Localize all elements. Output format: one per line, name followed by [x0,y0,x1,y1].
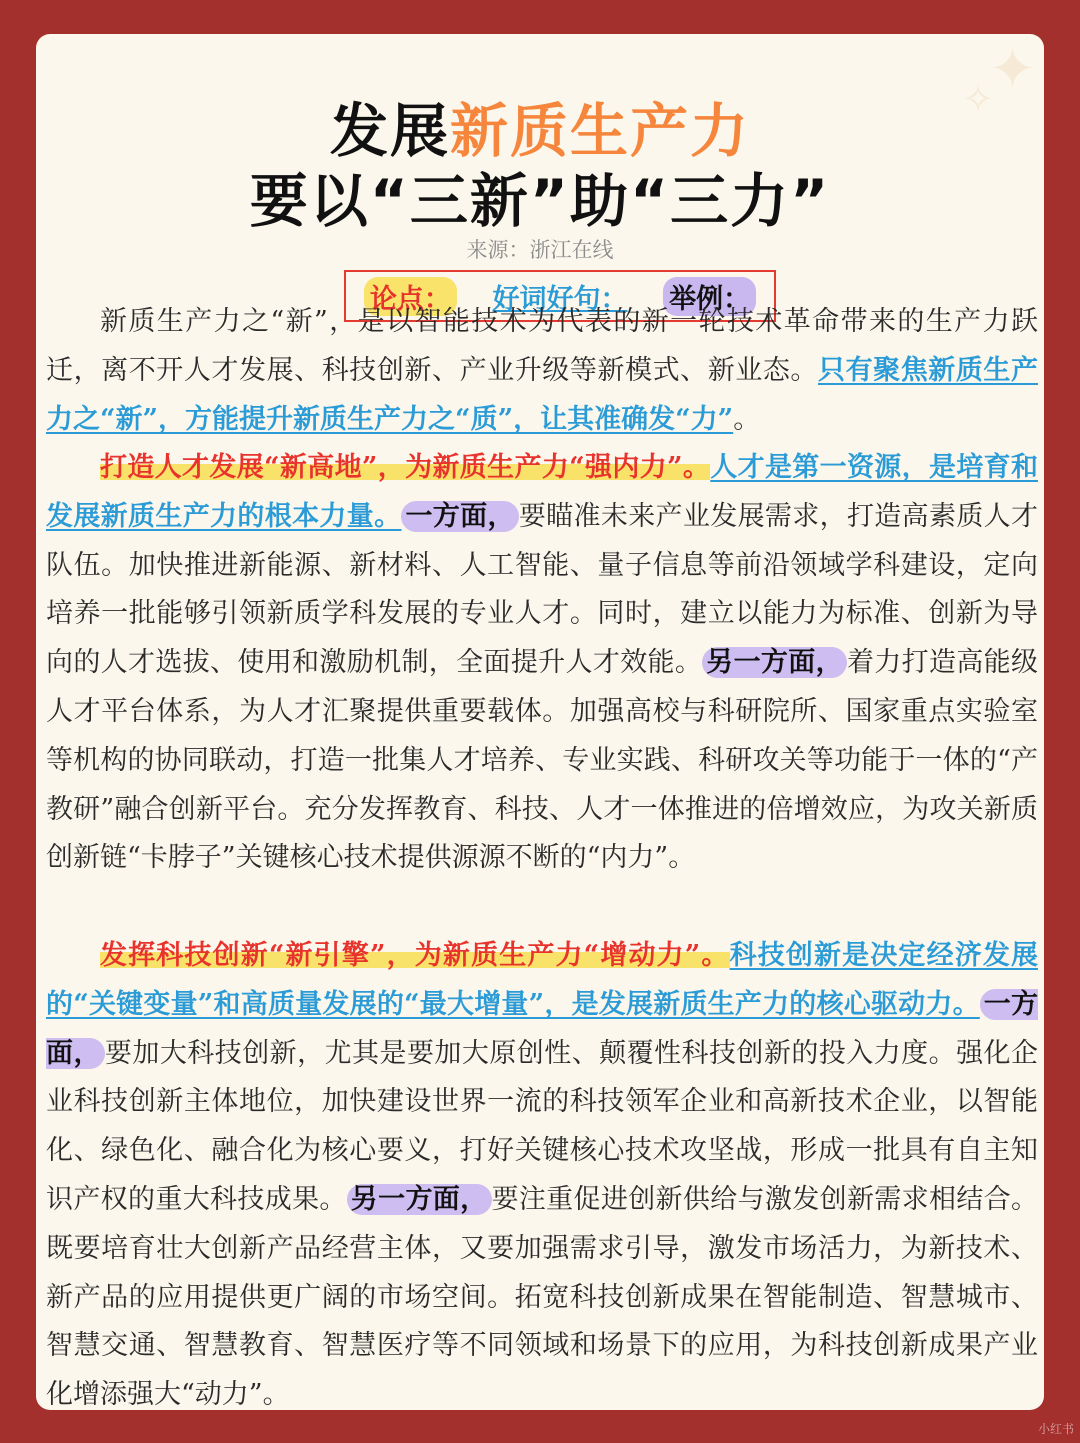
paragraph-text: 要瞄准未来产业发展需求，打造高素质人才队伍。加快推进新能源、新材料、人工智能、量子信息等前沿领域学科建设，定向培养一批能够引领新质学科发展的专业人才。同时，建立以能力为标准、创新为导向的人才选拔、使用和激励机制，全面提升人才效能。 [46,500,1039,679]
title-line-2: 要以“三新”助“三力” [249,167,831,235]
sparkle-small-icon: ✧ [962,77,994,121]
paragraph-3 [46,932,1038,1420]
watermark: 小红书 [1037,1422,1074,1436]
paragraph-text: 着力打造高能级人才平台体系，为人才汇聚提供重要载体。加强高校与科研院所、国家重点实验室等机构的协同联动，打造一批集人才培养、专业实践、科研攻关等功能于一体的“产教研”融合创新平台。充分发挥教育、科技、人才一体推进的倍增效应，为攻关新质创新链“卡脖子”关键核心技术提供源源不断的“内力”。 [46,647,1039,874]
argument-sentence: 发挥科技创新“新引擎”，为新质生产力“增动力”。 [100,940,730,971]
paragraph-2 [46,444,1038,883]
title-orange: 新质生产力 [450,97,751,165]
paragraph-end: 。 [733,403,761,435]
legend-argument: 论点： [364,277,457,316]
good-sentence: 人才是第一资源，是培育和发展新质生产力的根本力量。 [46,452,1038,532]
paragraph-1 [46,298,1038,444]
paragraph-text: 要注重促进创新供给与激发创新需求相结合。既要培育壮大创新产品经营主体，又要加强需求引导，激发市场活力，为新技术、新产品的应用提供更广阔的市场空间。拓宽科技创新成果在智能制造、智慧城市、智慧交通、智慧教育、智慧医疗等不同领域和场景下的应用，为科技创新成果产业化增添强大“动力”。 [46,1183,1039,1411]
paragraph-text: 要加大科技创新，尤其是要加大原创性、颠覆性科技创新的投入力度。强化企业科技创新主体地位，加快建设世界一流的科技领军企业和高新技术企业，以智能化、绿色化、融合化为核心要义，打好关键核心技术攻坚战，形成一批具有自主知识产权的重大科技成果。 [46,1037,1039,1215]
sparkle-icon: ✦ [989,37,1036,102]
title-black: 发展 [329,97,450,165]
legend-example: 举例： [663,277,756,316]
example-marker: 另一方面， [347,1184,492,1215]
paragraph-text: 新质生产力之“新”，是以智能技术为代表的新一轮技术革命带来的生产力跃迁，离不开人才发展、科技创新、产业升级等新模式、新业态。 [46,306,1038,386]
good-sentence: 科技创新是决定经济发展的“关键变量”和高质量发展的“最大增量”，是发展新质生产力的核心驱动力。 [46,940,1038,1020]
good-sentence: 只有聚焦新质生产力之“新”，方能提升新质生产力之“质”，让其准确发“力” [46,354,1038,435]
argument-sentence: 打造人才发展“新高地”，为新质生产力“强内力”。 [100,452,711,483]
example-marker: 另一方面， [702,647,847,678]
source-label: 来源：浙江在线 [466,238,614,262]
legend-good-words: 好词好句： [492,283,628,315]
example-marker: 一方面， [401,501,518,532]
example-marker: 一方面， [46,988,1039,1069]
